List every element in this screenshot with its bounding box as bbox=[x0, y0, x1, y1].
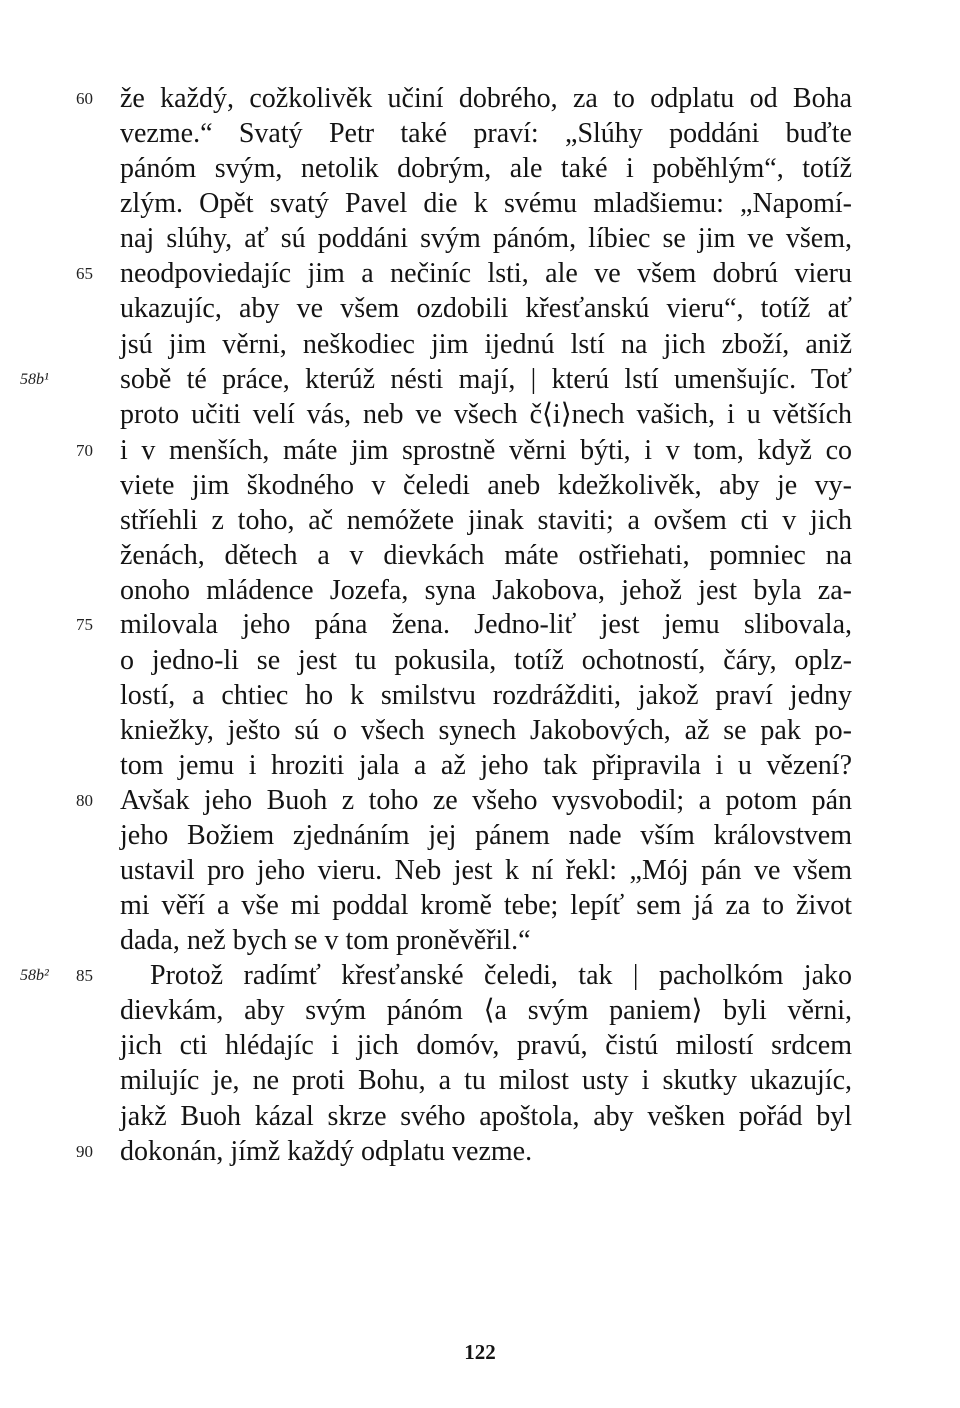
text-line: ženách, dětech a v dievkách máte ostřiehati, pomniec na bbox=[120, 540, 852, 571]
text-line: neodpoviedajíc jim a nečiníc lsti, ale ve všem dobrú vieru bbox=[120, 258, 852, 289]
line-number: 70 bbox=[76, 441, 93, 460]
text-line: tom jemu i hroziti jala a až jeho tak připravila i u vězení? bbox=[120, 750, 852, 781]
text-line: ustavil pro jeho vieru. Neb jest k ní řekl: „Mój pán ve všem bbox=[120, 855, 852, 886]
text-line: mi věří a vše mi poddal kromě tebe; lepíť sem já za to život bbox=[120, 890, 852, 921]
text-line: kniežky, ješto sú o všech synech Jakobových, až se pak po- bbox=[120, 715, 852, 746]
line-number: 80 bbox=[76, 791, 93, 810]
text-line: onoho mládence Jozefa, syna Jakobova, jehož jest byla za- bbox=[120, 575, 852, 606]
text-line: Protož radímť křesťanské čeledi, tak | pacholkóm jako bbox=[150, 960, 852, 991]
text-line: vezme.“ Svatý Petr také praví: „Slúhy poddáni buďte bbox=[120, 118, 852, 149]
text-line: že každý, cožkolivěk učiní dobrého, za to odplatu od Boha bbox=[120, 83, 852, 114]
line-number: 85 bbox=[76, 966, 93, 985]
text-line: Avšak jeho Buoh z toho ze všeho vysvobodil; a potom pán bbox=[120, 785, 852, 816]
text-line: i v menších, máte jim sprostně věrni býti, i v tom, když co bbox=[120, 435, 852, 466]
folio-mark: 58b² bbox=[20, 967, 49, 984]
text-line: dokonán, jímž každý odplatu vezme. bbox=[120, 1136, 533, 1167]
text-line: ukazujíc, aby ve všem ozdobili křesťanskú vieru“, totíž ať bbox=[120, 293, 852, 324]
line-number: 90 bbox=[76, 1142, 93, 1161]
line-number: 65 bbox=[76, 264, 93, 283]
text-line: jakž Buoh kázal skrze svého apoštola, aby vešken pořád byl bbox=[120, 1101, 852, 1132]
text-line: proto učiti velí vás, neb ve všech č⟨i⟩nech vašich, i u větších bbox=[120, 399, 852, 430]
text-line: milovala jeho pána žena. Jedno-liť jest jemu slibovala, bbox=[120, 609, 852, 640]
text-line: zlým. Opět svatý Pavel die k svému mladšiemu: „Napomí- bbox=[120, 188, 852, 219]
line-number: 60 bbox=[76, 89, 93, 108]
text-line: dievkám, aby svým pánóm ⟨a svým paniem⟩ byli věrni, bbox=[120, 995, 852, 1026]
text-line: dada, než bych se v tom proněvěřil.“ bbox=[120, 925, 531, 956]
line-number: 75 bbox=[76, 615, 93, 634]
text-line: sobě té práce, kterúž nésti mají, | kterú lstí umenšujíc. Toť bbox=[120, 364, 852, 395]
page-number: 122 bbox=[464, 1340, 496, 1364]
text-line: stříehli z toho, ač nemóžete jinak staviti; a ovšem cti v jich bbox=[120, 505, 852, 536]
text-line: naj slúhy, ať sú poddáni svým pánóm, líbiec se jim ve všem, bbox=[120, 223, 852, 254]
text-line: jsú jim věrni, neškodiec jim ijednú lstí na jich zboží, aniž bbox=[120, 329, 852, 360]
text-line: viete jim škodného v čeledi aneb kdežkolivěk, aby je vy- bbox=[120, 470, 852, 501]
folio-mark: 58b¹ bbox=[20, 371, 49, 388]
text-line: o jedno-li se jest tu pokusila, totíž ochotností, čáry, oplz- bbox=[120, 645, 852, 676]
text-line: jich cti hlédajíc i jich domóv, pravú, čistú milostí srdcem bbox=[120, 1030, 852, 1061]
text-line: milujíc je, ne proti Bohu, a tu milost usty i skutky ukazujíc, bbox=[120, 1065, 852, 1096]
text-line: jeho Božiem zjednáním jej pánem nade vším královstvem bbox=[120, 820, 852, 851]
text-line: lostí, a chtiec ho k smilstvu rozdrážditi, jakož praví jedny bbox=[120, 680, 852, 711]
text-line: pánóm svým, netolik dobrým, ale také i poběhlým“, totíž bbox=[120, 153, 852, 184]
